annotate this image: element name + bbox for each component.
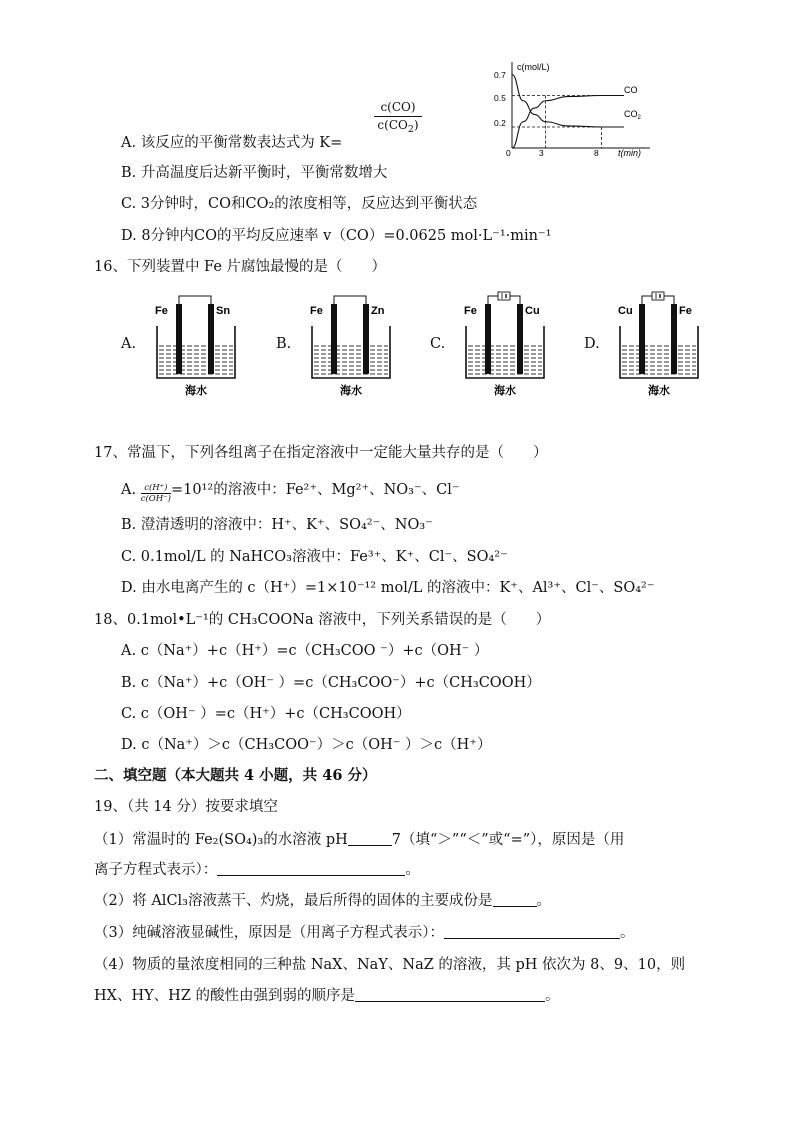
series-label-co: CO — [624, 85, 638, 95]
left-electrode-label: Fe — [464, 305, 477, 317]
q19-part4-line2 — [94, 986, 560, 1006]
left-electrode — [485, 304, 491, 374]
q19-part1-text-a: （1）常温时的 Fe₂(SO₄)₃的水溶液 pH — [94, 832, 348, 848]
series-line-co2 — [512, 75, 624, 128]
q15-option-c: C. 3分钟时，CO和CO₂的浓度相等，反应达到平衡状态 — [121, 196, 478, 212]
left-electrode-label: Cu — [618, 305, 633, 317]
answer-blank-ionic-eq-2[interactable] — [444, 924, 620, 939]
seawater-label: 海水 — [340, 385, 362, 397]
q18-option-a: A. c（Na⁺）+c（H⁺）=c（CH₃COO ⁻）+c（OH⁻ ） — [121, 643, 489, 659]
period: 。 — [536, 893, 551, 909]
q17-option-c: C. 0.1mol/L 的 NaHCO₃溶液中：Fe³⁺、K⁺、Cl⁻、SO₄²⁻ — [121, 549, 508, 565]
q17-option-a — [121, 480, 460, 504]
q19-part2 — [94, 891, 551, 911]
q19-part1-line2 — [94, 860, 420, 880]
x-tick-label: 0 — [506, 148, 511, 158]
answer-blank-ionic-eq-1[interactable] — [217, 861, 405, 876]
x-tick-label: 3 — [539, 148, 544, 158]
equilibrium-constant-fraction — [374, 100, 422, 137]
apparatus-option-label: B. — [276, 336, 292, 352]
fraction-numerator: c(CO) — [380, 100, 416, 114]
electrochemical-cell-diagram — [308, 290, 394, 402]
left-electrode — [331, 304, 337, 374]
q19-part1-text-b: 7（填“＞”“＜”或“=”），原因是（用 — [391, 832, 625, 848]
seawater-label: 海水 — [185, 385, 207, 397]
electrochemical-cell-diagram — [462, 290, 548, 402]
q16-stem: 16、下列装置中 Fe 片腐蚀最慢的是（ ） — [94, 259, 387, 275]
apparatus-option-label: C. — [430, 336, 446, 352]
period: 。 — [619, 925, 635, 941]
right-electrode — [671, 304, 677, 374]
q19-part3 — [94, 923, 634, 943]
q15-option-d: D. 8分钟内CO的平均反应速率 v（CO）=0.0625 mol·L⁻¹·min⁻¹ — [121, 228, 552, 244]
q17-option-d: D. 由水电离产生的 c（H⁺）=1×10⁻¹² mol/L 的溶液中：K⁺、Al³⁺、Cl⁻、SO₄²⁻ — [121, 580, 655, 596]
h-oh-ratio-fraction — [141, 483, 171, 504]
right-electrode-label: Cu — [525, 305, 540, 317]
right-electrode — [517, 304, 523, 374]
left-electrode-label: Fe — [155, 305, 168, 317]
ratio-numerator: c(H⁺) — [144, 483, 168, 493]
q19-part1-text-c: 离子方程式表示）： — [94, 862, 218, 878]
q19-stem: 19、（共 14 分）按要求填空 — [94, 799, 278, 815]
q19-part4-line1: （4）物质的量浓度相同的三种盐 NaX、NaY、NaZ 的溶液，其 pH 依次为 8、9、10，则 — [94, 957, 686, 973]
q17-stem: 17、常温下，下列各组离子在指定溶液中一定能大量共存的是（ ） — [94, 445, 548, 461]
q17-option-b: B. 澄清透明的溶液中：H⁺、K⁺、SO₄²⁻、NO₃⁻ — [121, 517, 433, 533]
battery — [498, 292, 510, 300]
y-axis-label: c(mol/L) — [517, 62, 550, 72]
left-electrode-label: Fe — [310, 305, 323, 317]
ratio-denominator: c(OH⁻) — [140, 494, 171, 504]
q18-stem: 18、0.1mol•L⁻¹的 CH₃COONa 溶液中，下列关系错误的是（ ） — [94, 612, 551, 628]
q17-option-a-label: A. — [121, 482, 137, 498]
q18-option-d: D. c（Na⁺）＞c（CH₃COO⁻）＞c（OH⁻ ）＞c（H⁺） — [121, 737, 492, 753]
q18-option-b: B. c（Na⁺）+c（OH⁻ ）=c（CH₃COO⁻）+c（CH₃COOH） — [121, 675, 541, 691]
y-tick-label: 0.2 — [494, 118, 506, 128]
y-tick-label: 0.7 — [494, 70, 506, 80]
left-electrode — [176, 304, 182, 374]
concentration-time-chart — [490, 58, 660, 160]
x-tick-label: 8 — [594, 148, 599, 158]
q19-part2-text: （2）将 AlCl₃溶液蒸干、灼烧，最后所得的固体的主要成份是 — [94, 893, 493, 909]
battery — [652, 292, 664, 300]
answer-blank-solid[interactable] — [493, 892, 537, 907]
x-axis-label: t(min) — [618, 148, 641, 158]
y-tick-label: 0.5 — [494, 93, 506, 103]
q19-part1-line1 — [94, 830, 624, 850]
q15-option-a: A. 该反应的平衡常数表达式为 K= — [121, 135, 343, 151]
wire — [334, 296, 366, 304]
apparatus-option-label: D. — [584, 336, 600, 352]
electrochemical-cell-diagram — [153, 290, 239, 402]
right-electrode — [208, 304, 214, 374]
answer-blank-acidity-order[interactable] — [355, 987, 545, 1002]
q17-option-a-text: =10¹²的溶液中：Fe²⁺、Mg²⁺、NO₃⁻、Cl⁻ — [170, 482, 460, 498]
wire — [179, 296, 211, 304]
apparatus-option-label: A. — [121, 336, 137, 352]
electrochemical-cell-diagram — [616, 290, 702, 402]
seawater-label: 海水 — [648, 385, 670, 397]
left-electrode — [639, 304, 645, 374]
series-line-co — [512, 96, 624, 149]
q15-option-b: B. 升高温度后达新平衡时，平衡常数增大 — [121, 165, 388, 181]
period: 。 — [405, 862, 420, 878]
right-electrode-label: Sn — [216, 305, 231, 317]
answer-blank-ph[interactable] — [348, 831, 392, 846]
period: 。 — [545, 988, 560, 1004]
right-electrode-label: Fe — [679, 305, 692, 317]
right-electrode-label: Zn — [371, 305, 385, 317]
q19-part3-text: （3）纯碱溶液显碱性，原因是（用离子方程式表示）： — [94, 925, 444, 941]
seawater-label: 海水 — [494, 385, 516, 397]
q18-option-c: C. c（OH⁻ ）=c（H⁺）+c（CH₃COOH） — [121, 706, 411, 722]
right-electrode — [363, 304, 369, 374]
series-label-co2: $CO_2$ — [624, 109, 641, 121]
fraction-denominator: $c(CO_2)$ — [377, 118, 419, 135]
q19-part4-text: HX、HY、HZ 的酸性由强到弱的顺序是 — [94, 988, 356, 1004]
section-title: 二、填空题（本大题共 4 小题，共 46 分） — [94, 767, 377, 784]
